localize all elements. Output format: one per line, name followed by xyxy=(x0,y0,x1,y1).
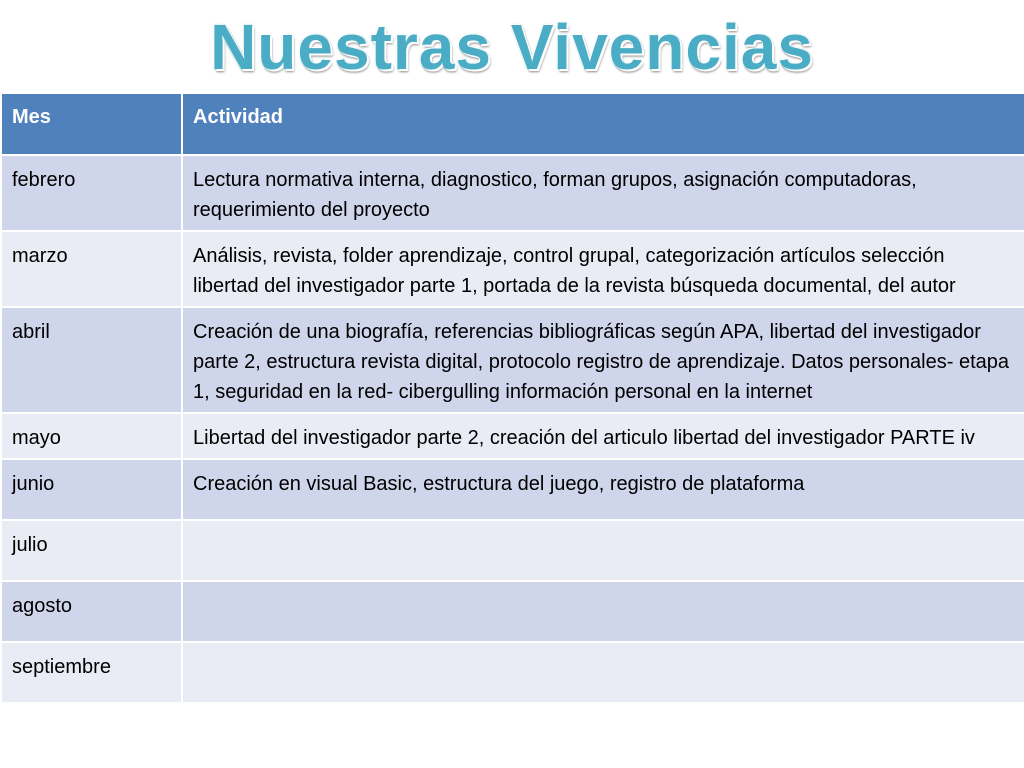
cell-actividad: Análisis, revista, folder aprendizaje, control grupal, categorización artículos selección libertad del investigador parte 1, portada de la revista búsqueda documental, del autor xyxy=(182,231,1024,307)
header-mes: Mes xyxy=(1,93,182,155)
cell-mes: mayo xyxy=(1,413,182,459)
table-row xyxy=(1,520,1024,581)
cell-mes: septiembre xyxy=(1,642,182,703)
cell-mes: febrero xyxy=(1,155,182,231)
table-header-row xyxy=(1,93,1024,155)
slide-title: Nuestras Vivencias xyxy=(210,11,814,83)
cell-actividad: Libertad del investigador parte 2, creación del articulo libertad del investigador PARTE iv xyxy=(182,413,1024,459)
cell-mes: junio xyxy=(1,459,182,520)
table-row xyxy=(1,413,1024,459)
table-row xyxy=(1,581,1024,642)
cell-actividad xyxy=(182,520,1024,581)
cell-mes: agosto xyxy=(1,581,182,642)
header-actividad: Actividad xyxy=(182,93,1024,155)
table-row xyxy=(1,459,1024,520)
cell-mes: julio xyxy=(1,520,182,581)
table-row xyxy=(1,155,1024,231)
table-row xyxy=(1,231,1024,307)
cell-actividad xyxy=(182,642,1024,703)
activities-table xyxy=(0,92,1024,704)
cell-mes: abril xyxy=(1,307,182,413)
cell-actividad: Lectura normativa interna, diagnostico, forman grupos, asignación computadoras, requerimiento del proyecto xyxy=(182,155,1024,231)
table-row xyxy=(1,307,1024,413)
cell-actividad: Creación de una biografía, referencias bibliográficas según APA, libertad del investigador parte 2, estructura revista digital, protocolo registro de aprendizaje. Datos personales- etapa 1, seguridad en la red- cibergulling información personal en la internet xyxy=(182,307,1024,413)
table-row xyxy=(1,642,1024,703)
cell-actividad: Creación en visual Basic, estructura del juego, registro de plataforma xyxy=(182,459,1024,520)
cell-mes: marzo xyxy=(1,231,182,307)
cell-actividad xyxy=(182,581,1024,642)
